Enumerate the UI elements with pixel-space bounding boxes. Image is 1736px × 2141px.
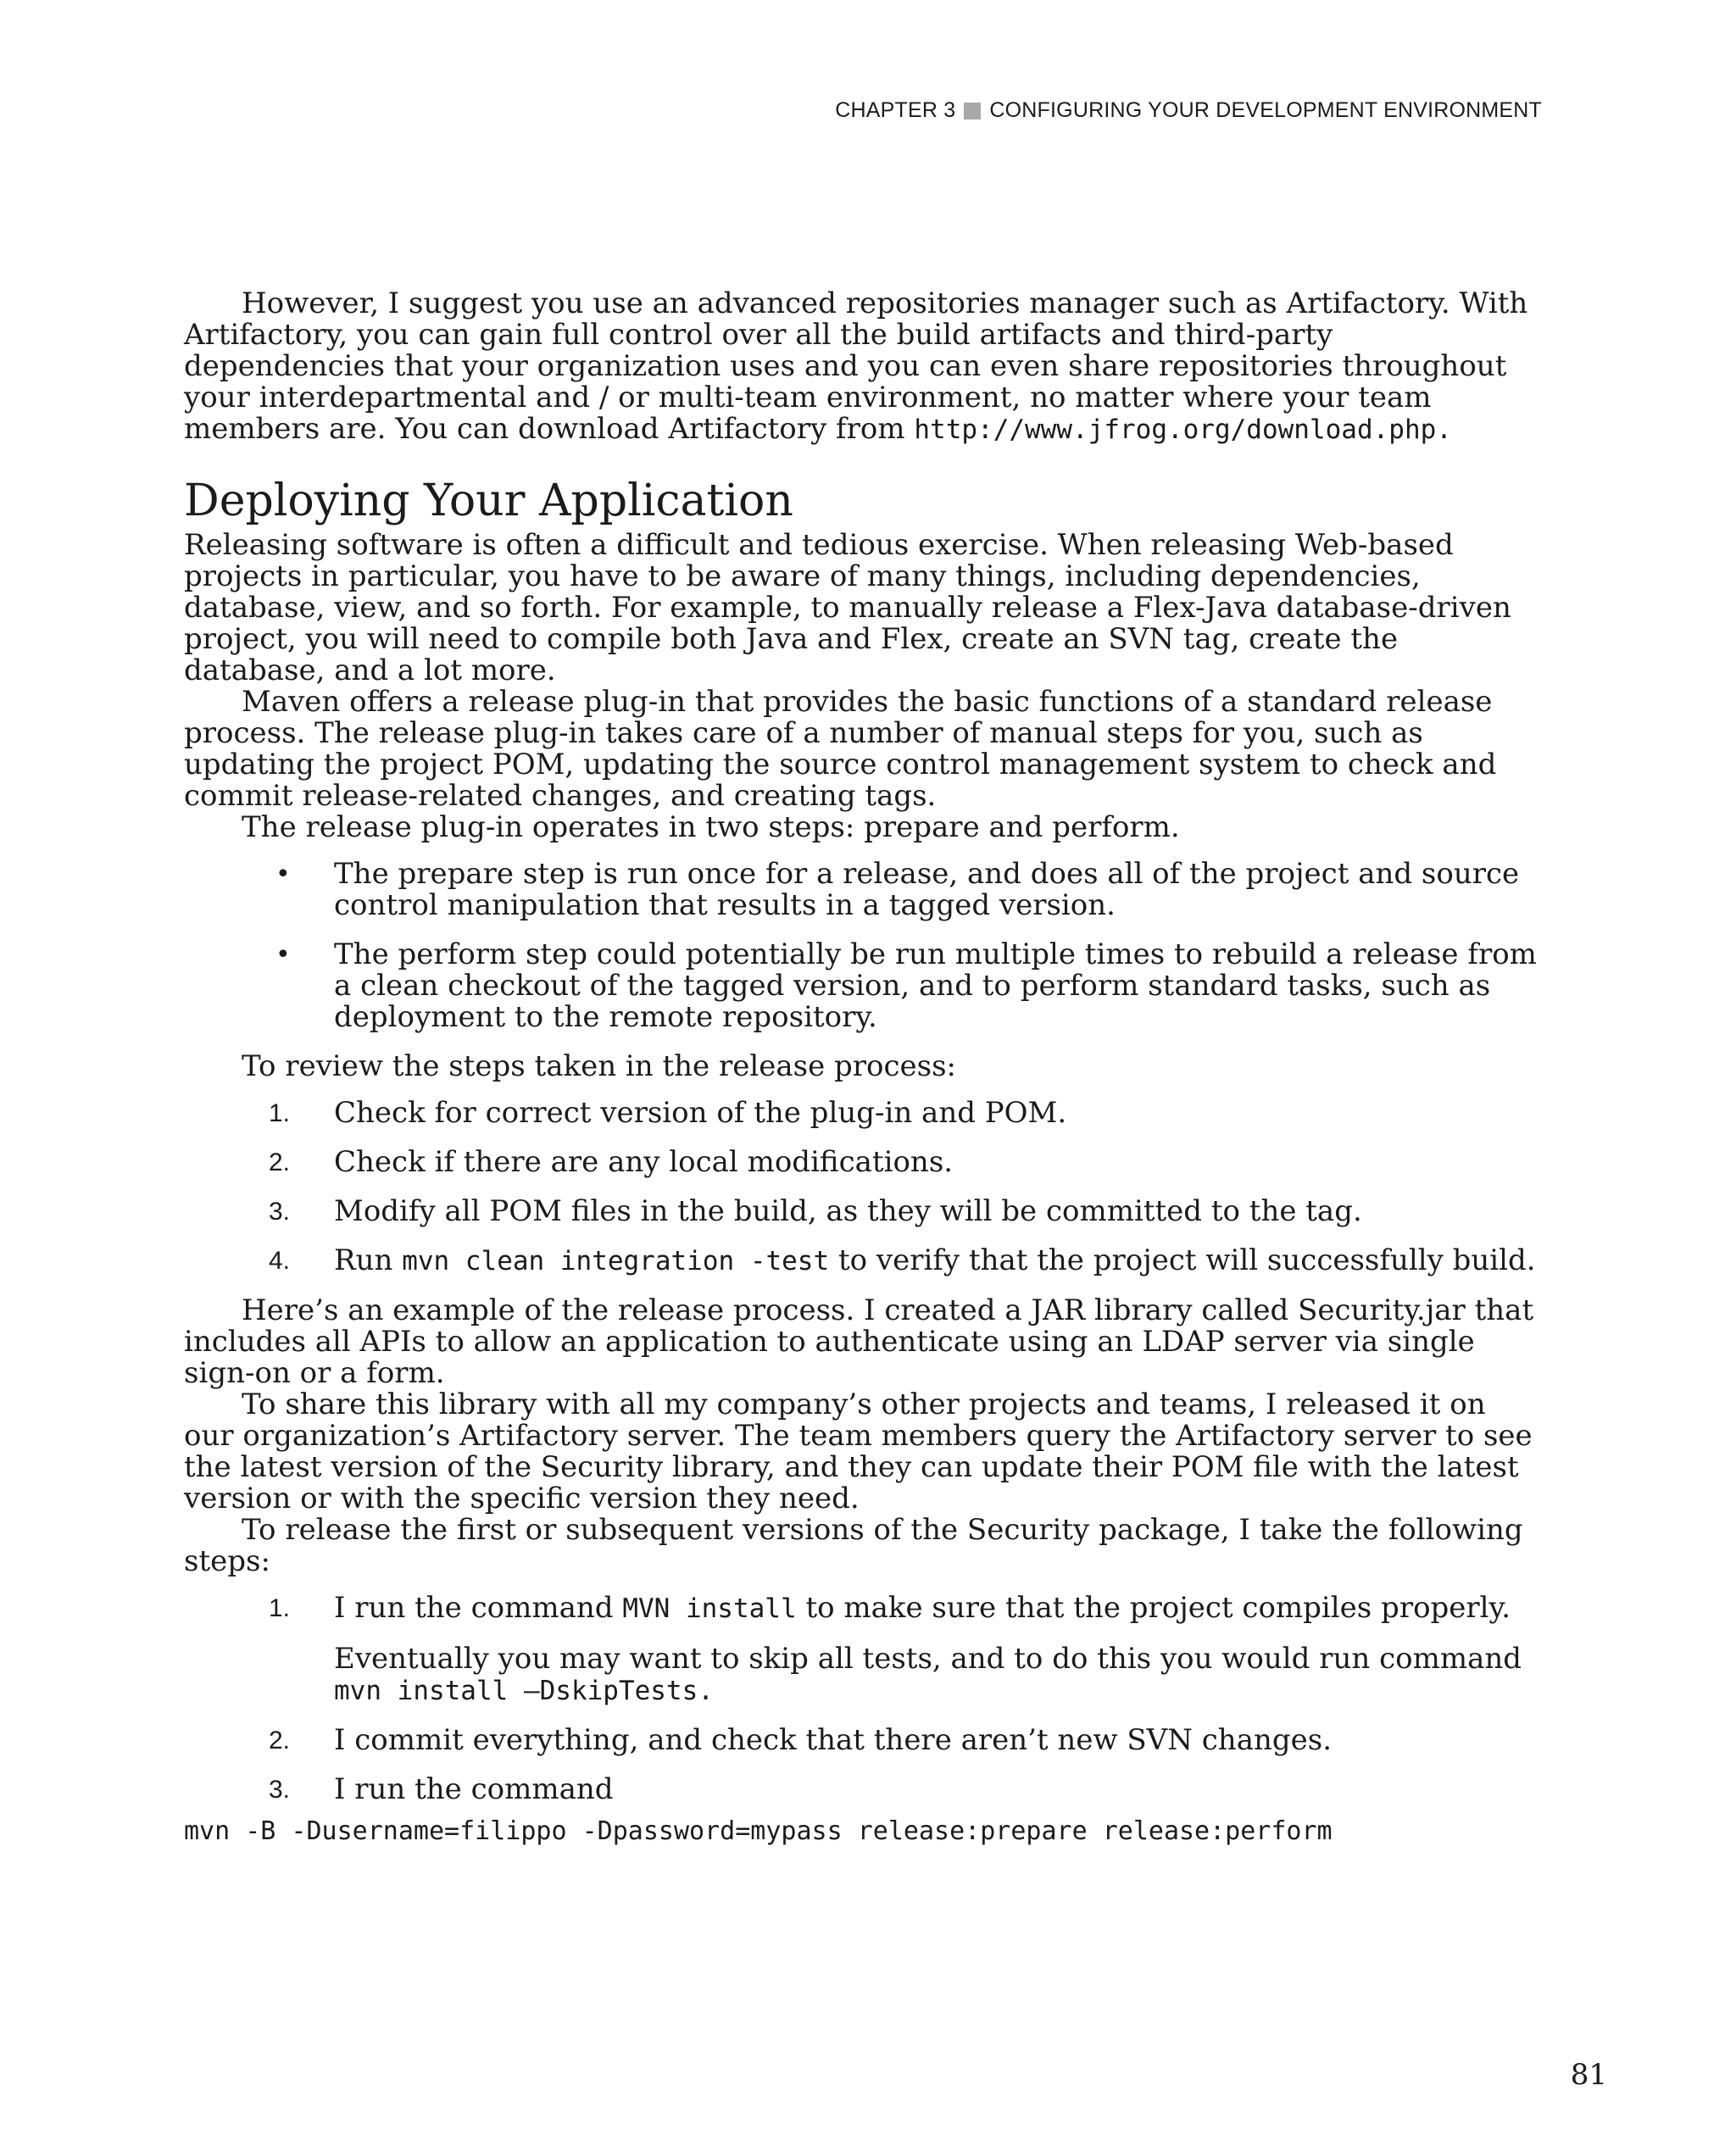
- step-code: mvn clean integration -test: [402, 1246, 830, 1276]
- release-steps-list: [184, 1593, 1542, 1805]
- paragraph-7: To release the first or subsequent versions of the Security package, I take the following steps:: [184, 1513, 1523, 1578]
- square-separator-icon: [964, 103, 981, 120]
- paragraph-2: Maven offers a release plug-in that provides the basic functions of a standard release process. The release plug-in takes care of a number of manual steps for you, such as updating the project POM, updating the source control management system to check and commit release-related changes, and creating tags.: [184, 685, 1497, 813]
- download-url: http://www.jfrog.org/download.php.: [914, 414, 1452, 445]
- section-heading: Deploying Your Application: [184, 475, 793, 526]
- paragraph-3: The release plug-in operates in two steps: prepare and perform.: [242, 810, 1180, 844]
- bullet-icon: •: [275, 940, 291, 970]
- page-content: [184, 288, 1542, 1847]
- step-number: 2.: [269, 1727, 291, 1755]
- release-command: mvn -B -Dusername=filippo -Dpassword=mypass release:prepare release:perform: [184, 1816, 1333, 1846]
- bullet-list: [184, 859, 1542, 1033]
- step-text-pre: Run: [334, 1243, 393, 1277]
- paragraph-6: To share this library with all my company’s other projects and teams, I released it on our organization’s Artifactory server. The team members query the Artifactory server to see the latest version of the Security library, and they can update their POM file with the latest version or with the specific version they need.: [184, 1387, 1533, 1515]
- list-item: [184, 1725, 1542, 1756]
- step-number: 2.: [269, 1148, 291, 1176]
- list-item: [184, 1147, 1542, 1178]
- list-item: [184, 1098, 1542, 1129]
- intro-paragraph: [184, 288, 1542, 446]
- step-number: 4.: [269, 1247, 291, 1275]
- step-text-post: to make sure that the project compiles properly.: [805, 1591, 1511, 1625]
- step-text: Check if there are any local modifications.: [334, 1145, 954, 1179]
- paragraph-5: Here’s an example of the release process. I created a JAR library called Security.jar that includes all APIs to allow an application to authenticate using an LDAP server via single sign-on or a form.: [184, 1293, 1534, 1390]
- list-item: [184, 1245, 1542, 1277]
- paragraph-4: To review the steps taken in the release process:: [242, 1049, 956, 1083]
- list-item: [184, 1593, 1542, 1707]
- step-note: [334, 1643, 1542, 1707]
- running-header: [835, 95, 1542, 126]
- note-text: Eventually you may want to skip all tests, and to do this you would run command: [334, 1642, 1522, 1676]
- step-code: MVN install: [622, 1593, 797, 1624]
- chapter-title: CONFIGURING YOUR DEVELOPMENT ENVIRONMENT: [989, 98, 1542, 122]
- step-number: 3.: [269, 1198, 291, 1226]
- step-text: Check for correct version of the plug-in and POM.: [334, 1096, 1067, 1130]
- bullet-icon: •: [275, 859, 291, 889]
- step-number: 1.: [269, 1099, 291, 1127]
- step-text: I commit everything, and check that there aren’t new SVN changes.: [334, 1723, 1333, 1757]
- list-item: [184, 939, 1542, 1033]
- note-code: mvn install –DskipTests.: [334, 1676, 714, 1706]
- page-number: 81: [1570, 2058, 1607, 2092]
- step-text-post: to verify that the project will successfully build.: [837, 1243, 1536, 1277]
- step-text: I run the command: [334, 1772, 614, 1806]
- chapter-label: CHAPTER 3: [835, 98, 956, 122]
- step-text: Modify all POM files in the build, as they will be committed to the tag.: [334, 1194, 1362, 1228]
- list-item: [184, 1196, 1542, 1227]
- bullet-text: The prepare step is run once for a release, and does all of the project and source control manipulation that results in a tagged version.: [334, 857, 1520, 922]
- list-item: [184, 1774, 1542, 1805]
- intro-text: However, I suggest you use an advanced repositories manager such as Artifactory. With Artifactory, you can gain full control over all the build artifacts and third-party dependencies that your organization uses and you can even share repositories throughout your interdepartmental and / or multi-team environment, no matter where your team members are. You can download Artifactory from: [184, 286, 1528, 446]
- paragraph-1: Releasing software is often a difficult and tedious exercise. When releasing Web-based projects in particular, you have to be aware of many things, including dependencies, database, view, and so forth. For example, to manually release a Flex-Java database-driven project, you will need to compile both Java and Flex, create an SVN tag, create the database, and a lot more.: [184, 528, 1511, 687]
- list-item: [184, 859, 1542, 921]
- step-number: 1.: [269, 1594, 291, 1622]
- review-steps-list: [184, 1098, 1542, 1277]
- bullet-text: The perform step could potentially be run multiple times to rebuild a release from a clean checkout of the tagged version, and to perform standard tasks, such as deployment to the remote repository.: [334, 937, 1537, 1034]
- step-text-pre: I run the command: [334, 1591, 614, 1625]
- step-number: 3.: [269, 1776, 291, 1804]
